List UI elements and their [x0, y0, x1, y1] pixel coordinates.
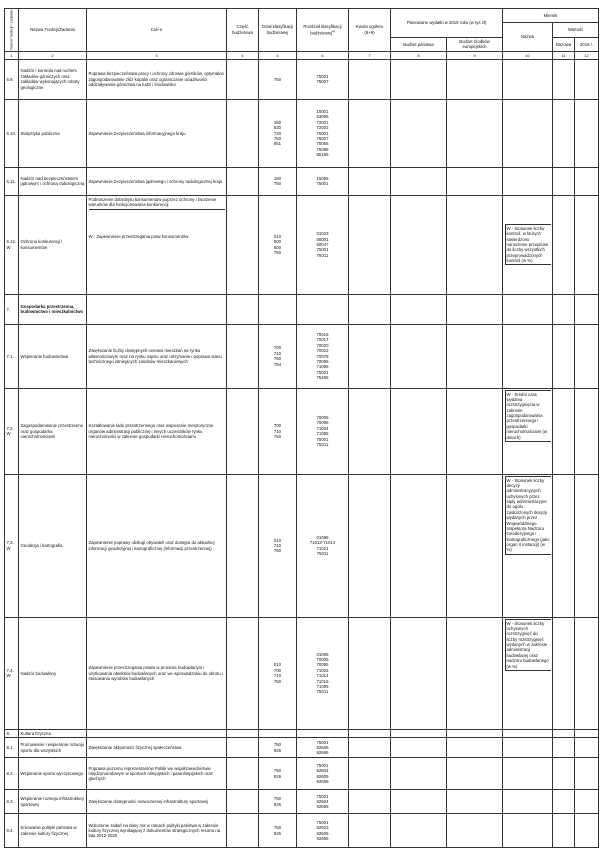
row-measure: [503, 814, 553, 848]
colnum: 4: [227, 51, 259, 59]
row-goal: [87, 729, 227, 737]
header-dzial: Dział klasyfikacji budżetowej: [259, 9, 297, 52]
row-eu-budget: [447, 59, 503, 99]
row-part: [227, 99, 259, 167]
table-row: [5, 59, 599, 99]
row-state-budget: [391, 99, 447, 167]
row-number: 6.12. W: [5, 195, 19, 294]
row-baseline: [553, 474, 575, 617]
row-measure: [503, 388, 553, 474]
row-baseline: [553, 790, 575, 814]
row-number: 8.3.: [5, 790, 19, 814]
row-goal: Zwiększanie liczby dostępnych cenowo mieszkań na rynku własnościowym oraz na rynku najmu oraz utrzymanie i poprawa stanu technicznego istniejących zasobów mieszkaniowych: [87, 324, 227, 388]
row-rozdzial: 75001 92604 92695: [297, 790, 349, 814]
row-state-budget: [391, 59, 447, 99]
row-goal: Zwiększanie aktywności fizycznej społeczeństwa: [87, 738, 227, 758]
row-measure: [503, 294, 553, 324]
row-baseline: [553, 167, 575, 195]
row-2015: [575, 167, 599, 195]
colnum: 1: [5, 51, 19, 59]
row-measure: [503, 474, 553, 617]
header-measure-name: Nazwa: [503, 23, 553, 52]
colnum: 8: [391, 51, 447, 59]
row-measure: [503, 729, 553, 737]
row-name: Nadzór i kontrola nad ruchem zakładów górniczych oraz zakładów wykonujących roboty geologiczne: [19, 59, 87, 99]
row-name: Kreowanie polityki państwa w zakresie kultury fizycznej: [19, 814, 87, 848]
measure-text: W - Stosunek liczby uchylonych rozstrzygnięć do liczby rozstrzygnięć wydanych w zakresie administracji budowlanej oraz nadzoru budowlanego (w %): [505, 619, 551, 671]
row-dzial: 700 710 750: [259, 388, 297, 474]
row-total: [349, 790, 391, 814]
row-dzial: 700 710 750 754: [259, 324, 297, 388]
row-goal: Wdrożenie zadań na dany rok w ramach polityki państwa w zakresie kultury fizycznej wynikającej z dokumentów strategicznych resortu na lata 2012-2020: [87, 814, 227, 848]
row-state-budget: [391, 758, 447, 790]
row-eu-budget: [447, 814, 503, 848]
row-number: 7.: [5, 294, 19, 324]
row-part: [227, 474, 259, 617]
row-measure: [503, 195, 553, 294]
row-part: [227, 324, 259, 388]
row-rozdzial: [297, 729, 349, 737]
colnum: 2: [19, 51, 87, 59]
row-rozdzial: [297, 294, 349, 324]
row-baseline: [553, 324, 575, 388]
row-state-budget: [391, 388, 447, 474]
table-row: [5, 294, 599, 324]
row-name: Wspieranie rozwoju infrastruktury sportowej: [19, 790, 87, 814]
row-rozdzial: 75001 92605 92695: [297, 738, 349, 758]
header-state-budget: Budżet państwa: [391, 37, 447, 51]
row-state-budget: [391, 790, 447, 814]
row-number: 7.3. W: [5, 474, 19, 617]
row-eu-budget: [447, 738, 503, 758]
row-state-budget: [391, 729, 447, 737]
header-name: Nazwa Funkcji/Zadania: [19, 9, 87, 52]
row-number: 7.2. W: [5, 388, 19, 474]
row-2015: [575, 758, 599, 790]
row-total: [349, 388, 391, 474]
table-body: [5, 59, 599, 847]
header-total: Kwota ogółem (8+9): [349, 9, 391, 52]
row-name: Wspieranie sportu wyczynowego: [19, 758, 87, 790]
row-measure: [503, 790, 553, 814]
row-dzial: 750 926: [259, 790, 297, 814]
table-row: [5, 790, 599, 814]
row-measure: [503, 758, 553, 790]
row-name: Wspieranie budownictwa: [19, 324, 87, 388]
measure-text: W - Stosunek liczby kontroli, w których stwierdzono naruszenie przepisów do liczby wszystkich przeprowadzonych kontroli (w %): [505, 224, 551, 266]
table-row: [5, 729, 599, 737]
row-baseline: [553, 738, 575, 758]
table-row: [5, 167, 599, 195]
row-number: 8.1.: [5, 738, 19, 758]
table-row: [5, 474, 599, 617]
row-measure: [503, 167, 553, 195]
row-total: [349, 167, 391, 195]
row-eu-budget: [447, 790, 503, 814]
row-eu-budget: [447, 758, 503, 790]
row-goal: Poprawa bezpieczeństwa pracy i ochrony zdrowia górników, optymalne zagospodarowanie złóż kopalin oraz ograniczanie uciążliwości oddziaływania górnictwa na ludzi i środowisko: [87, 59, 227, 99]
row-measure: [503, 99, 553, 167]
row-number: 6.10.: [5, 99, 19, 167]
row-part: [227, 617, 259, 729]
row-rozdzial: 75001 92604 92605 92695: [297, 758, 349, 790]
header-year: 2015 r.: [575, 37, 599, 51]
row-state-budget: [391, 294, 447, 324]
row-name: Promowanie i wspieranie rozwoju sportu dla wszystkich: [19, 738, 87, 758]
row-rozdzial: 75001 75007: [297, 59, 349, 99]
colnum: 9: [447, 51, 503, 59]
row-goal: Zapewnienie poprawy obsługi obywateli oraz dostępu do aktualnej informacji geodezyjnej i kartograficznej (informacji przestrzennej): [87, 474, 227, 617]
row-state-budget: [391, 738, 447, 758]
row-state-budget: [391, 814, 447, 848]
row-name: Gospodarka przestrzenna, budownictwo i mieszkalnictwo: [19, 294, 87, 324]
row-2015: [575, 729, 599, 737]
row-rozdzial: 75001 92603 92605 92695: [297, 814, 349, 848]
row-state-budget: [391, 474, 447, 617]
row-eu-budget: [447, 99, 503, 167]
header-eu-budget: Budżet środków europejskich: [447, 37, 503, 51]
row-name: Kultura fizyczna: [19, 729, 87, 737]
colnum: 5: [259, 51, 297, 59]
row-rozdzial: 01095 70005 70095 71002 71014 71015 71095 75011: [297, 617, 349, 729]
row-dzial: 750 926: [259, 758, 297, 790]
row-2015: [575, 388, 599, 474]
row-rozdzial: 70005 70095 71004 71095 75001 75011: [297, 388, 349, 474]
row-dzial: 750: [259, 59, 297, 99]
table-row: [5, 738, 599, 758]
row-name: Nadzór budowlany: [19, 617, 87, 729]
row-name: Geodezja i kartografia: [19, 474, 87, 617]
row-goal: Zapewnienie przestrzegania prawa w procesie budowlanym i użytkowania obiektów budowlanych oraz we wprowadzaniu do obrotu i stosowaniu wyrobów budowlanych: [87, 617, 227, 729]
table-row: [5, 617, 599, 729]
header-measure-group: Miernik: [503, 9, 599, 23]
row-number: 7.4. W: [5, 617, 19, 729]
measure-text: W - Średni czas wydania rozstrzygnięcia w zakresie zagospodarowania przestrzennego i gospodarki nieruchomościami (w dniach): [505, 390, 551, 442]
row-eu-budget: [447, 474, 503, 617]
row-number: 6.11.: [5, 167, 19, 195]
row-eu-budget: [447, 388, 503, 474]
row-goal: Zapewnienie bezpieczeństwa informacyjnego kraju: [87, 99, 227, 167]
row-dzial: 010 700 710 750: [259, 617, 297, 729]
row-baseline: [553, 617, 575, 729]
table-row: [5, 99, 599, 167]
row-rozdzial: 15001 63095 72001 72002 75001 75007 75056 75095 85195: [297, 99, 349, 167]
row-eu-budget: [447, 195, 503, 294]
row-baseline: [553, 729, 575, 737]
colnum: 7: [349, 51, 391, 59]
header-rozdzial: Rozdział klasyfikacji budżetowej$^{a)}$: [297, 9, 349, 52]
row-name: Nadzór nad bezpieczeństwem jądrowym i ochroną radiologiczną: [19, 167, 87, 195]
row-part: [227, 388, 259, 474]
row-goal: [87, 195, 227, 294]
row-total: [349, 59, 391, 99]
row-number: 8.: [5, 729, 19, 737]
colnum: 12: [575, 51, 599, 59]
row-number: 6.9.: [5, 59, 19, 99]
header-baseline: Bazowa: [553, 37, 575, 51]
row-total: [349, 324, 391, 388]
row-baseline: [553, 294, 575, 324]
table-row: [5, 324, 599, 388]
row-eu-budget: [447, 729, 503, 737]
column-number-row: [5, 51, 599, 59]
row-total: [349, 758, 391, 790]
row-part: [227, 758, 259, 790]
row-rozdzial: 70015 70017 70020 70022 70078 70095 71095 75001 75495: [297, 324, 349, 388]
row-part: [227, 59, 259, 99]
row-state-budget: [391, 324, 447, 388]
row-total: [349, 474, 391, 617]
measure-text: W - Stosunek liczby decyzji administracyjnych uchylonych przez sądy administracyjne do ogółu zaskarżonych decyzji wydanych przez Wojewódzkiego Inspektora Nadzoru Geodezyjnego i Kartograficznego (jako organ II instancji) (w %): [505, 476, 551, 555]
row-part: [227, 814, 259, 848]
row-dzial: 010 500 600 750: [259, 195, 297, 294]
row-number: 7.1.: [5, 324, 19, 388]
row-dzial: 750 926: [259, 814, 297, 848]
row-total: [349, 195, 391, 294]
row-eu-budget: [447, 617, 503, 729]
header-number: Numer funkcji / zadania: [5, 9, 19, 52]
row-part: [227, 738, 259, 758]
header-value-group: Wartość: [553, 23, 599, 38]
row-state-budget: [391, 617, 447, 729]
row-baseline: [553, 758, 575, 790]
row-measure: [503, 59, 553, 99]
row-dzial: 010 710 750: [259, 474, 297, 617]
row-name: Statystyka publiczna: [19, 99, 87, 167]
row-baseline: [553, 195, 575, 294]
row-total: [349, 617, 391, 729]
header-goal: Cel/-e: [87, 9, 227, 52]
row-rozdzial: 01095 71012-71014 71021 75011: [297, 474, 349, 617]
goal-primary: Podnoszenie dobrobytu konsumentów poprzez ochronę i tworzenie warunków dla funkcjonowania konkurencji: [89, 197, 225, 211]
row-2015: [575, 790, 599, 814]
colnum: 3: [87, 51, 227, 59]
row-measure: [503, 324, 553, 388]
table-row: [5, 758, 599, 790]
row-name: Ochrona konkurencji i konsumentów: [19, 195, 87, 294]
row-baseline: [553, 388, 575, 474]
row-2015: [575, 59, 599, 99]
row-goal: Zapewnienie bezpieczeństwa jądrowego i ochrony radiologicznej kraju: [87, 167, 227, 195]
row-rozdzial: 01023 50001 60047 75001 75011: [297, 195, 349, 294]
row-eu-budget: [447, 324, 503, 388]
table-row: [5, 388, 599, 474]
row-total: [349, 814, 391, 848]
row-goal: [87, 294, 227, 324]
row-part: [227, 294, 259, 324]
row-total: [349, 99, 391, 167]
row-2015: [575, 814, 599, 848]
row-measure: [503, 738, 553, 758]
row-2015: [575, 738, 599, 758]
row-baseline: [553, 814, 575, 848]
row-name: Zagospodarowanie przestrzenne oraz gospodarka nieruchomościami: [19, 388, 87, 474]
row-2015: [575, 617, 599, 729]
row-2015: [575, 474, 599, 617]
row-baseline: [553, 59, 575, 99]
row-number: 8.4.: [5, 814, 19, 848]
header-planned-group: Planowane wydatki w 2015 roku (w tys zł): [391, 9, 503, 38]
row-2015: [575, 294, 599, 324]
row-total: [349, 738, 391, 758]
row-rozdzial: 15095 75001: [297, 167, 349, 195]
row-dzial: 750 926: [259, 738, 297, 758]
row-eu-budget: [447, 294, 503, 324]
colnum: 6: [297, 51, 349, 59]
row-2015: [575, 99, 599, 167]
row-goal: Poprawa poziomu reprezentantów Polski we współzawodnictwie międzynarodowym w sportach olimpijskich i paraolimpijskich oraz głuchych: [87, 758, 227, 790]
row-state-budget: [391, 195, 447, 294]
row-dzial: [259, 729, 297, 737]
row-measure: [503, 617, 553, 729]
row-2015: [575, 195, 599, 294]
table-row: [5, 814, 599, 848]
row-dzial: [259, 294, 297, 324]
row-part: [227, 167, 259, 195]
budget-table: [4, 8, 599, 848]
row-part: [227, 729, 259, 737]
colnum: 11: [553, 51, 575, 59]
row-dzial: 150 750: [259, 167, 297, 195]
row-part: [227, 790, 259, 814]
header-part: Część budżetowa: [227, 9, 259, 52]
row-dzial: 150 630 720 750 851: [259, 99, 297, 167]
goal-secondary: W - Zapewnienie przestrzegania praw konsumentów: [88, 234, 189, 240]
row-total: [349, 729, 391, 737]
row-number: 8.2.: [5, 758, 19, 790]
table-row: [5, 195, 599, 294]
row-baseline: [553, 99, 575, 167]
row-goal: Zwiększanie dostępności nowoczesnej infrastruktury sportowej: [87, 790, 227, 814]
row-state-budget: [391, 167, 447, 195]
row-part: [227, 195, 259, 294]
row-goal: Kształtowanie ładu przestrzennego oraz wspieranie merytoryczne organów administracji publicznej i innych uczestników rynku nieruchomości w zakresie gospodarki nieruchomościami: [87, 388, 227, 474]
row-total: [349, 294, 391, 324]
row-2015: [575, 324, 599, 388]
row-eu-budget: [447, 167, 503, 195]
colnum: 10: [503, 51, 553, 59]
